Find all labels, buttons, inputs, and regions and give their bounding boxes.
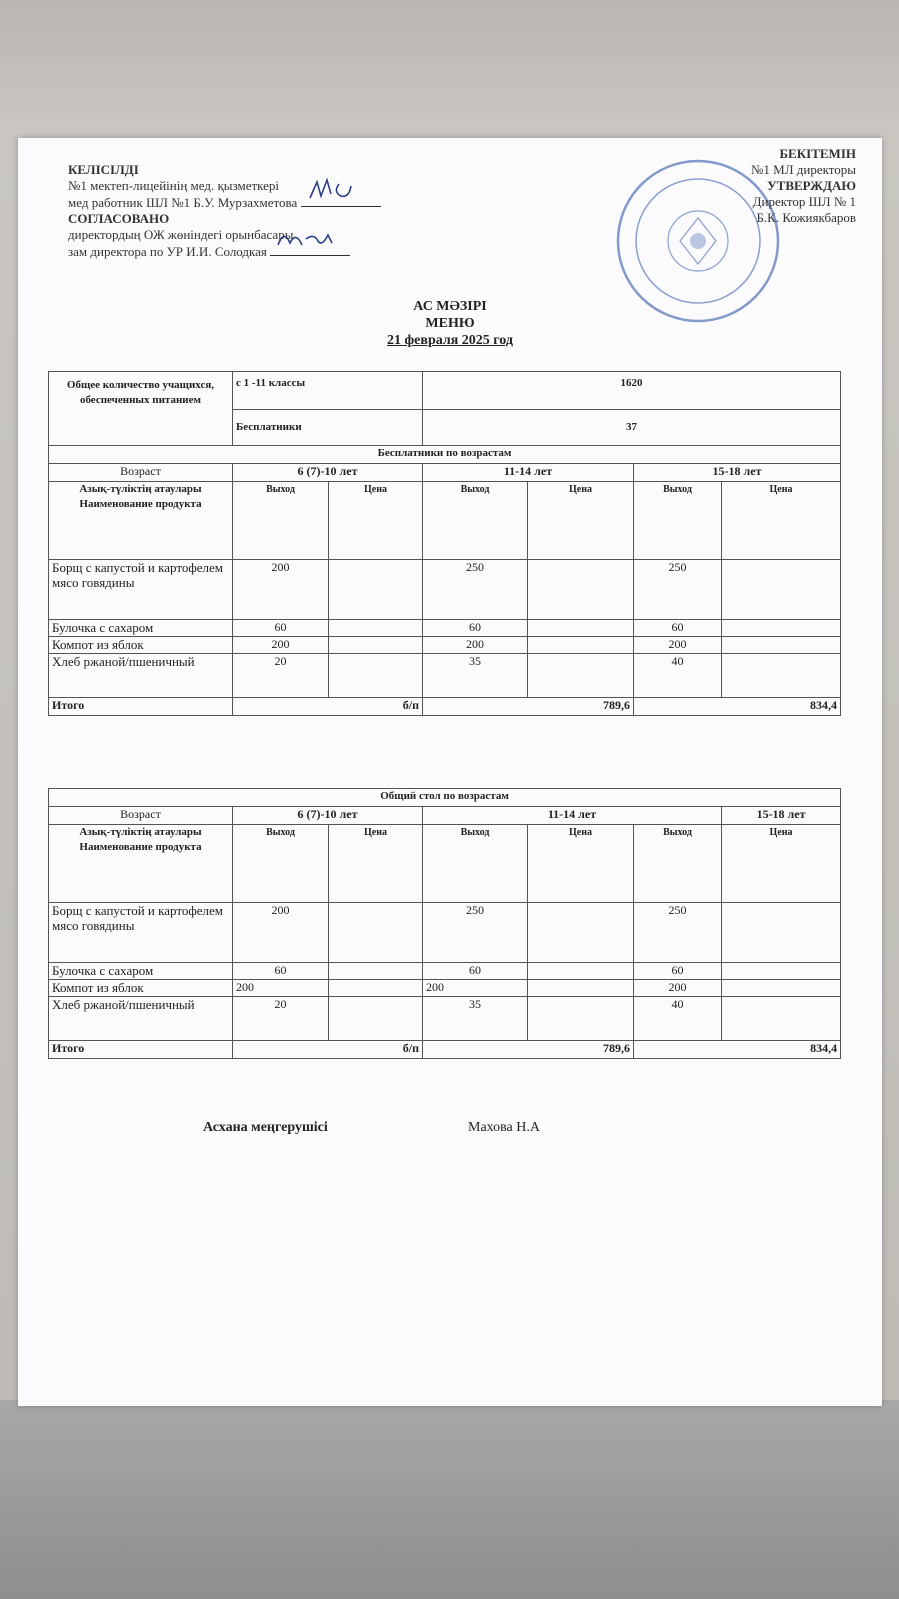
product-name: Компот из яблок — [49, 637, 233, 654]
summary-label: Общее количество учащихся, обеспеченных питанием — [49, 372, 233, 446]
product-name: Хлеб ржаной/пшеничный — [49, 654, 233, 698]
nurse-ru: мед работник ШЛ №1 Б.У. Мурзахметова — [68, 194, 381, 211]
age-group-3: 15-18 лет — [634, 464, 841, 482]
price-cell — [528, 980, 634, 997]
out-value: 200 — [634, 637, 722, 654]
table-row — [49, 963, 841, 980]
canteen-manager-name: Махова Н.А — [468, 1120, 540, 1135]
price-cell — [329, 963, 423, 980]
price-cell — [329, 560, 423, 620]
table-row — [49, 903, 841, 963]
out-value: 40 — [634, 997, 722, 1041]
out-value: 60 — [423, 963, 528, 980]
section-title: Бесплатники по возрастам — [49, 446, 841, 464]
product-name: Борщ с капустой и картофелем мясо говядины — [49, 903, 233, 963]
out-value: 200 — [233, 980, 329, 997]
age-label: Возраст — [49, 464, 233, 482]
approve-ru: УТВЕРЖДАЮ — [767, 178, 856, 193]
price-cell — [528, 654, 634, 698]
age-row — [49, 807, 841, 825]
price-cell — [329, 997, 423, 1041]
table-row — [49, 997, 841, 1041]
price-cell — [722, 620, 841, 637]
out-value: 200 — [423, 637, 528, 654]
table-row — [49, 560, 841, 620]
product-name: Хлеб ржаной/пшеничный — [49, 997, 233, 1041]
product-name: Булочка с сахаром — [49, 620, 233, 637]
out-value: 20 — [233, 997, 329, 1041]
table-row — [49, 654, 841, 698]
price-cell — [528, 903, 634, 963]
out-value: 200 — [423, 980, 528, 997]
out-value: 60 — [634, 620, 722, 637]
price-header-1: Цена — [329, 482, 423, 560]
classes-count: 1620 — [423, 372, 841, 410]
out-value: 200 — [233, 903, 329, 963]
price-cell — [722, 997, 841, 1041]
product-name: Булочка с сахаром — [49, 963, 233, 980]
price-cell — [722, 903, 841, 963]
out-value: 250 — [634, 903, 722, 963]
out-value: 60 — [634, 963, 722, 980]
price-cell — [528, 963, 634, 980]
price-cell — [722, 980, 841, 997]
age-group-2: 11-14 лет — [423, 807, 722, 825]
free-meals-table — [48, 371, 841, 716]
out-value: 200 — [233, 560, 329, 620]
out-value: 35 — [423, 997, 528, 1041]
table-row — [49, 620, 841, 637]
section-title-row — [49, 446, 841, 464]
out-value: 60 — [233, 620, 329, 637]
menu-date: 21 февраля 2025 год — [387, 333, 513, 348]
agreed-ru: СОГЛАСОВАНО — [68, 211, 170, 226]
price-cell — [528, 620, 634, 637]
out-value: 250 — [423, 903, 528, 963]
director-name: Б.К. Кожиякбаров — [756, 210, 856, 225]
price-header-3: Цена — [722, 825, 841, 903]
total-value-3: 834,4 — [634, 1041, 841, 1059]
out-value: 60 — [423, 620, 528, 637]
price-cell — [329, 637, 423, 654]
out-header-2: Выход — [423, 482, 528, 560]
age-group-2: 11-14 лет — [423, 464, 634, 482]
product-name-header: Азық-түліктің атаулары Наименование продукта — [49, 482, 233, 560]
signature-deputy — [270, 243, 350, 256]
approval-left — [68, 162, 381, 260]
section-title: Общий стол по возрастам — [49, 789, 841, 807]
price-cell — [722, 560, 841, 620]
menu-document — [18, 138, 882, 1406]
out-header-3: Выход — [634, 825, 722, 903]
out-value: 60 — [233, 963, 329, 980]
section-title-row — [49, 789, 841, 807]
out-header-1: Выход — [233, 482, 329, 560]
director-ru: Директор ШЛ № 1 — [752, 194, 856, 209]
title-ru: МЕНЮ — [425, 316, 475, 331]
total-value-1: б/п — [233, 698, 423, 716]
price-cell — [722, 963, 841, 980]
summary-row-1 — [49, 372, 841, 410]
out-header-3: Выход — [634, 482, 722, 560]
out-value: 250 — [634, 560, 722, 620]
out-value: 250 — [423, 560, 528, 620]
total-label: Итого — [49, 698, 233, 716]
out-value: 200 — [634, 980, 722, 997]
price-header-1: Цена — [329, 825, 423, 903]
menu-title — [18, 298, 882, 349]
price-header-2: Цена — [528, 482, 634, 560]
free-count: 37 — [423, 410, 841, 446]
classes-label: с 1 -11 классы — [233, 372, 423, 410]
price-cell — [528, 637, 634, 654]
total-value-3: 834,4 — [634, 698, 841, 716]
price-cell — [722, 637, 841, 654]
canteen-manager-label: Асхана меңгерушісі — [203, 1120, 328, 1135]
product-name: Компот из яблок — [49, 980, 233, 997]
out-value: 200 — [233, 637, 329, 654]
table-row — [49, 980, 841, 997]
deputy-kz: директордың ОЖ жөніндегі орынбасары — [68, 227, 294, 242]
total-label: Итого — [49, 1041, 233, 1059]
price-cell — [329, 620, 423, 637]
age-group-3: 15-18 лет — [722, 807, 841, 825]
age-group-1: 6 (7)-10 лет — [233, 807, 423, 825]
age-row — [49, 464, 841, 482]
total-value-2: 789,6 — [423, 698, 634, 716]
price-cell — [329, 903, 423, 963]
approval-right — [751, 146, 856, 226]
total-row — [49, 698, 841, 716]
product-name-header: Азық-түліктің атаулары Наименование продукта — [49, 825, 233, 903]
price-cell — [528, 560, 634, 620]
table-row — [49, 637, 841, 654]
out-header-1: Выход — [233, 825, 329, 903]
price-cell — [722, 654, 841, 698]
price-cell — [528, 997, 634, 1041]
total-value-2: 789,6 — [423, 1041, 634, 1059]
column-header-row — [49, 825, 841, 903]
price-header-3: Цена — [722, 482, 841, 560]
out-value: 35 — [423, 654, 528, 698]
out-header-2: Выход — [423, 825, 528, 903]
total-row — [49, 1041, 841, 1059]
free-label: Бесплатники — [233, 410, 423, 446]
price-header-2: Цена — [528, 825, 634, 903]
nurse-kz: №1 мектеп-лицейінің мед. қызметкері — [68, 178, 280, 193]
price-cell — [329, 980, 423, 997]
out-value: 40 — [634, 654, 722, 698]
director-kz: №1 МЛ директоры — [750, 162, 856, 177]
out-value: 20 — [233, 654, 329, 698]
title-kz: АС МӘЗІРІ — [413, 299, 487, 314]
total-value-1: б/п — [233, 1041, 423, 1059]
agreed-kz: КЕЛІСІЛДІ — [68, 162, 139, 177]
deputy-ru: зам директора по УР И.И. Солодкая — [68, 243, 381, 260]
approve-kz: БЕКІТЕМІН — [779, 146, 856, 161]
product-name: Борщ с капустой и картофелем мясо говядины — [49, 560, 233, 620]
price-cell — [329, 654, 423, 698]
signature-nurse — [301, 194, 381, 207]
age-group-1: 6 (7)-10 лет — [233, 464, 423, 482]
age-label: Возраст — [49, 807, 233, 825]
background-floor — [0, 1400, 899, 1599]
general-table — [48, 788, 841, 1059]
column-header-row — [49, 482, 841, 560]
